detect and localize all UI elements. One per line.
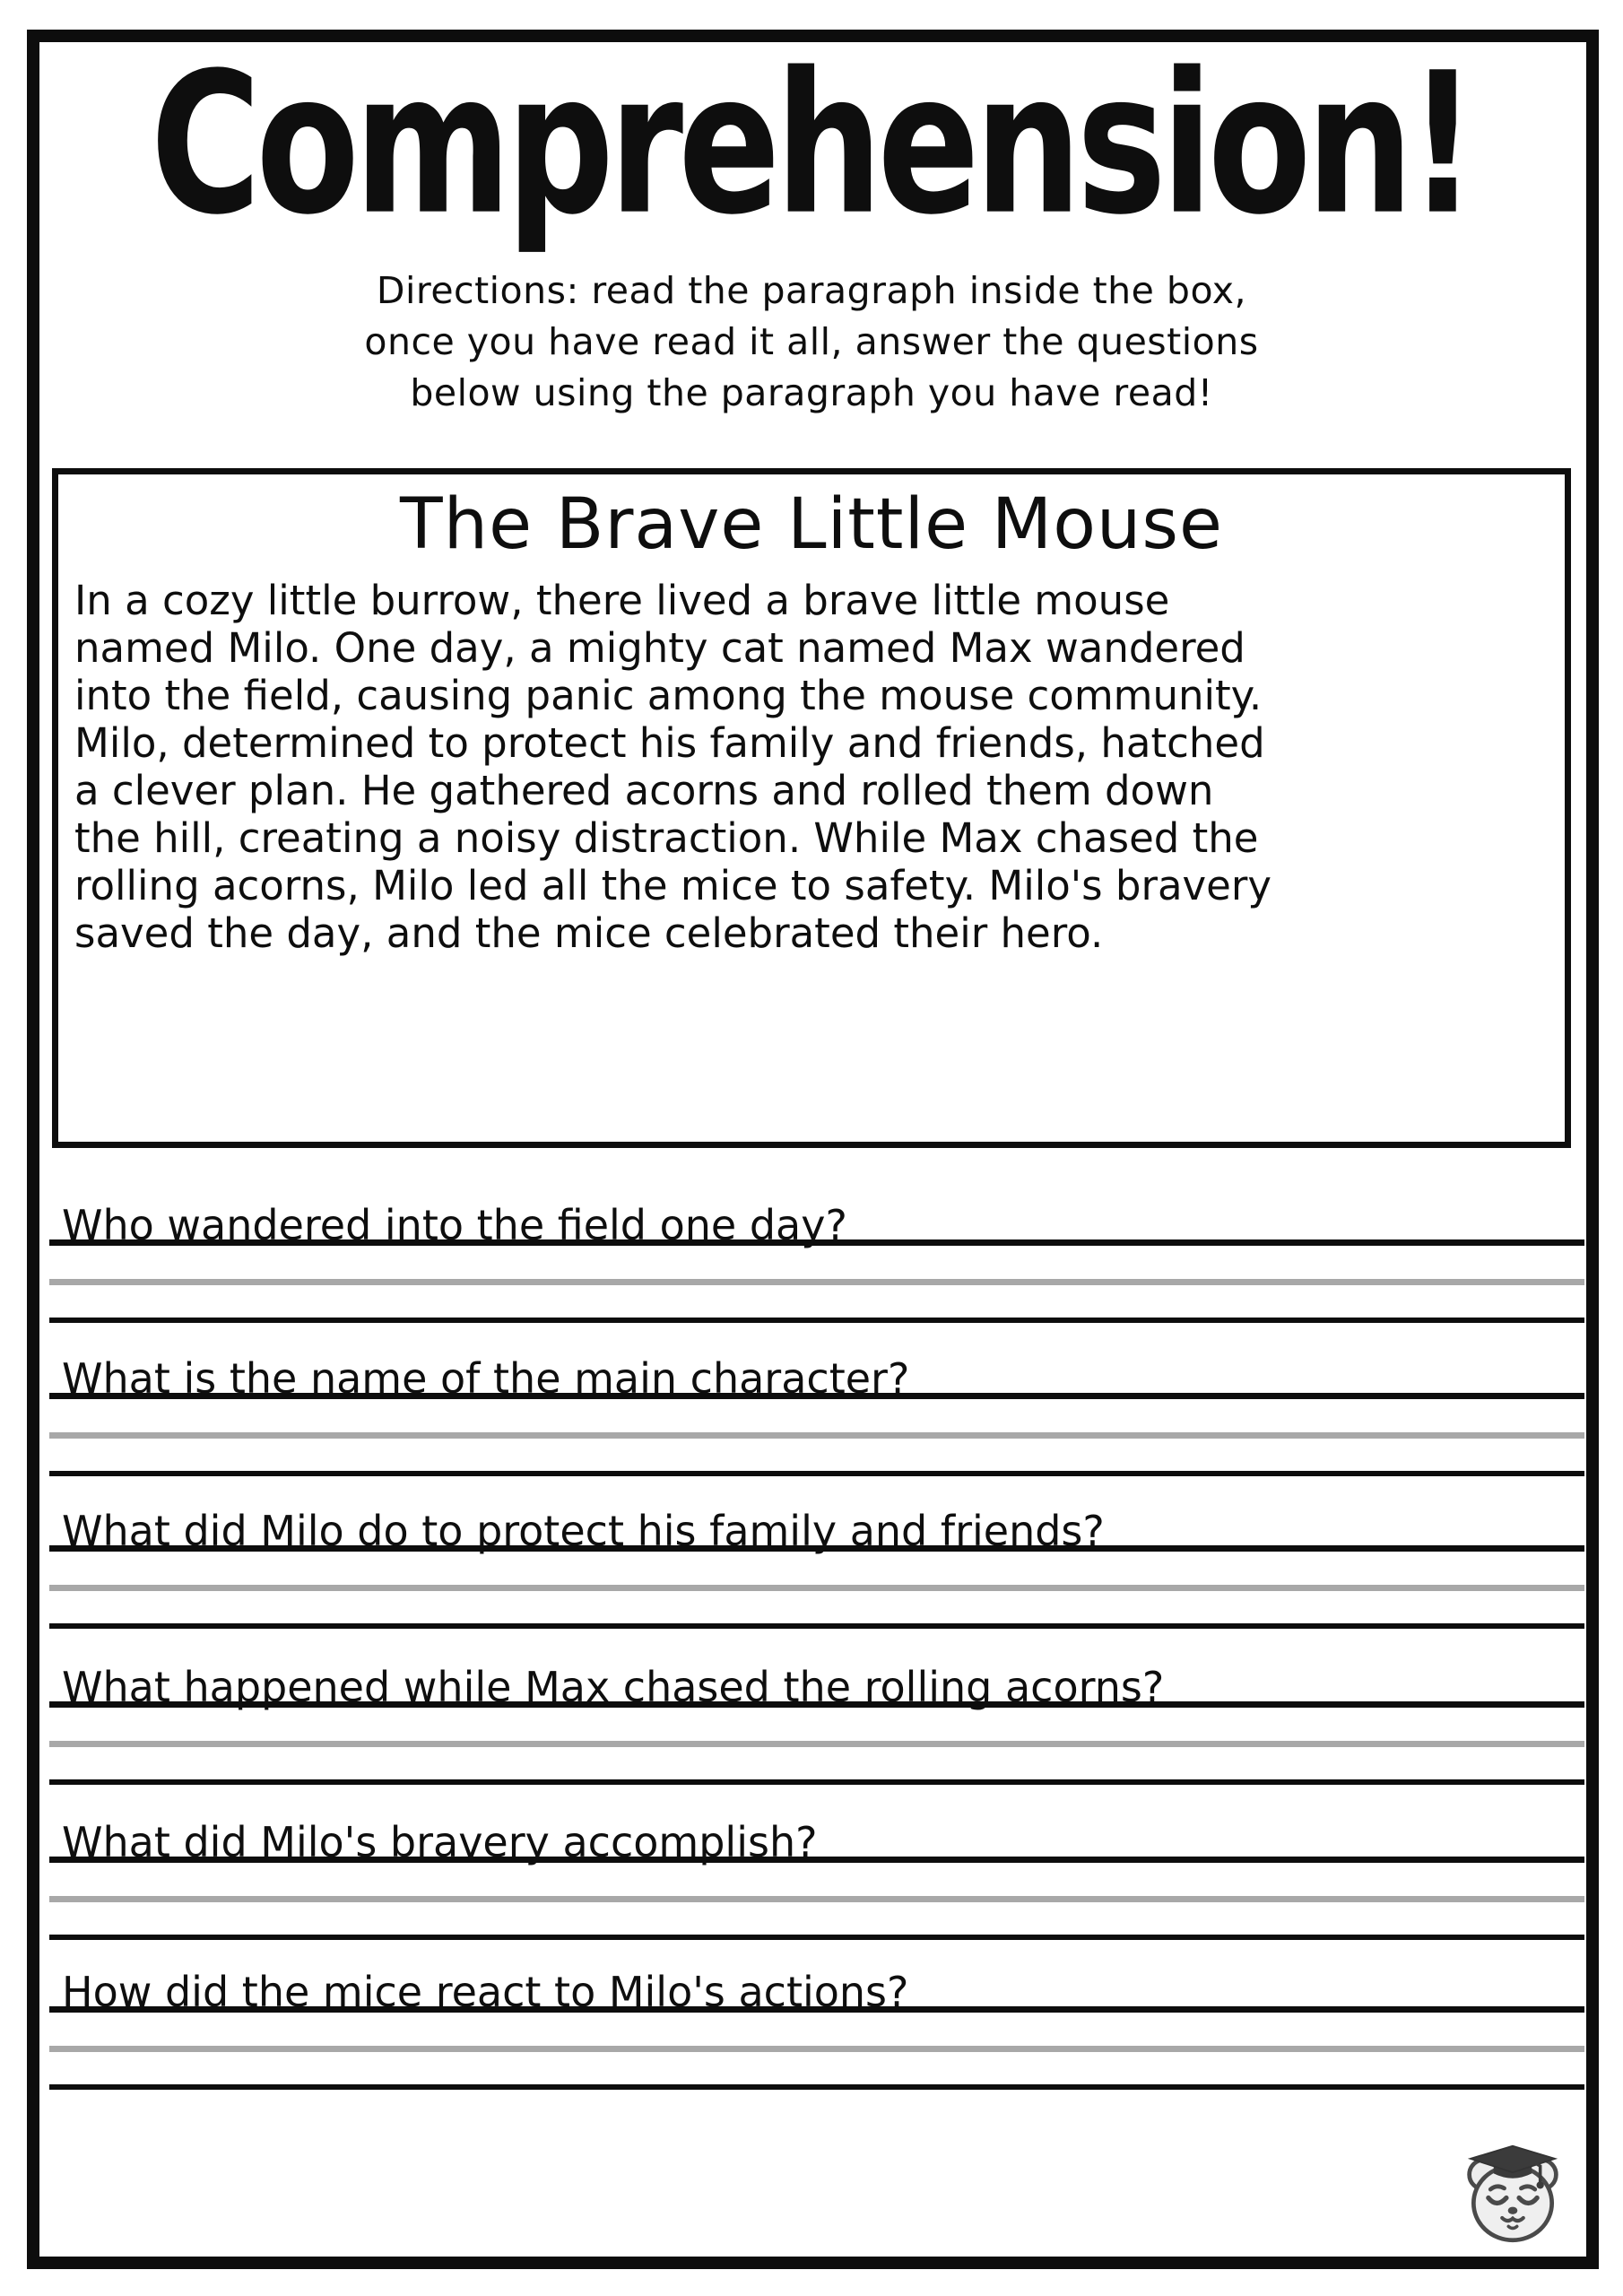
passage-line: into the field, causing panic among the mouse community. [74,671,1263,719]
answer-line-black [49,1471,1584,1476]
question-block-6 [49,1954,1584,2090]
answer-line-gray [49,2046,1584,2052]
answer-line-gray [49,1585,1584,1591]
question-3-text: What did Milo do to protect his family and friends? [62,1507,1105,1555]
question-block-4 [49,1649,1584,1785]
directions-line-3: below using the paragraph you have read! [410,371,1213,414]
answer-line-black [49,1935,1584,1940]
passage-line: saved the day, and the mice celebrated their hero. [74,909,1104,957]
question-1-underline [49,1187,1584,1249]
page-title-text: Comprehension! [151,31,1472,258]
answer-line-gray [49,1279,1584,1285]
directions-line-1: Directions: read the paragraph inside the box, [376,269,1247,312]
directions-line-2: once you have read it all, answer the questions [364,320,1259,363]
question-block-2 [49,1341,1584,1476]
answer-line-gray [49,1432,1584,1439]
passage-line: named Milo. One day, a mighty cat named Max wandered [74,623,1245,672]
passage-line: rolling acorns, Milo led all the mice to safety. Milo's bravery [74,861,1271,909]
graduate-bear-mascot-icon [1460,2142,1566,2248]
answer-line-black [49,1318,1584,1323]
passage-line: Milo, determined to protect his family and friends, hatched [74,718,1265,767]
question-2-text: What is the name of the main character? [62,1354,910,1403]
passage-box [52,468,1571,1148]
answer-line-black [49,2084,1584,2090]
passage-line: In a cozy little burrow, there lived a brave little mouse [74,576,1170,624]
answer-line-gray [49,1741,1584,1747]
question-4-text: What happened while Max chased the rolling acorns? [62,1663,1165,1711]
question-2-underline [49,1341,1584,1403]
question-1-text: Who wandered into the field one day? [62,1201,847,1249]
question-5-text: What did Milo's bravery accomplish? [62,1818,818,1866]
question-4-underline [49,1649,1584,1711]
directions [0,265,1623,419]
question-3-underline [49,1493,1584,1555]
answer-line-black [49,1779,1584,1785]
answer-line-gray [49,1896,1584,1902]
passage-title: The Brave Little Mouse [399,484,1223,565]
passage-line: a clever plan. He gathered acorns and rolled them down [74,766,1214,814]
page-title [0,31,1623,258]
passage-line: the hill, creating a noisy distraction. While Max chased the [74,813,1259,862]
question-6-underline [49,1954,1584,2016]
question-5-underline [49,1805,1584,1866]
passage-text [74,577,1549,957]
question-block-1 [49,1187,1584,1323]
answer-line-black [49,1623,1584,1629]
question-block-5 [49,1805,1584,1940]
question-6-text: How did the mice react to Milo's actions? [62,1968,909,2016]
question-block-3 [49,1493,1584,1629]
